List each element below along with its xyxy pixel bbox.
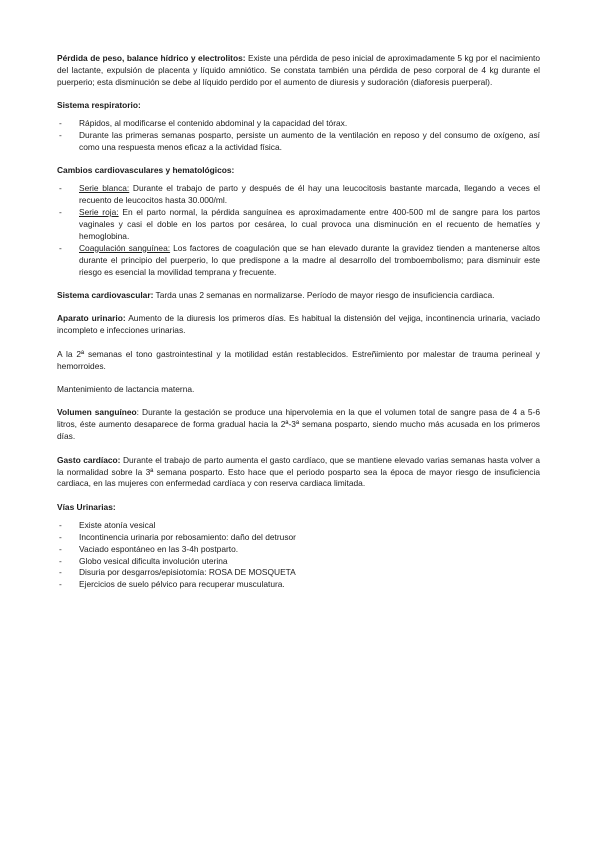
- list-vias-urinarias: [57, 520, 540, 591]
- bullet-dash: -: [59, 183, 62, 194]
- list-item: [57, 183, 540, 207]
- bullet-dash: -: [59, 567, 62, 578]
- bullet-dash: -: [59, 242, 62, 253]
- paragraph-lead: Aparato urinario:: [57, 313, 126, 324]
- list-item-text: Vaciado espontáneo en las 3-4h postparto.: [79, 543, 239, 554]
- heading-respiratorio: Sistema respiratorio:: [57, 100, 141, 111]
- list-item-label: Serie roja:: [79, 207, 119, 218]
- list-item: [57, 556, 540, 568]
- list-item: [57, 243, 540, 279]
- paragraph-text: Existe una pérdida de peso inicial de aproximadamente 5 kg por el nacimiento del lactante, expulsión de placenta y líquido amniótico. Se constata también una pérdida de peso corporal de 4 kg durante el puerperio; esta disminución se debe al líquido perdido por el aumento de diuresis y sudoración (diaforesis puerperal).: [57, 53, 540, 87]
- list-item: [57, 579, 540, 591]
- list-item-text: Los factores de coagulación que se han elevado durante la gravidez tienden a mantenerse altos durante el principio del puerperio, lo que predispone a la madre al desarrollo del tromboembolismo; para disminuir este riesgo es esencial la movilidad temprana y frecuente.: [79, 242, 540, 277]
- paragraph-text: Tarda unas 2 semanas en normalizarse. Período de mayor riesgo de insuficiencia cardiaca.: [153, 290, 495, 300]
- bullet-dash: -: [59, 118, 62, 129]
- heading-cardiovasculares: Cambios cardiovasculares y hematológicos:: [57, 165, 235, 176]
- list-item-text: Existe atonía vesical: [79, 519, 156, 530]
- bullet-dash: -: [59, 579, 62, 590]
- list-item-label: Coagulación sanguínea:: [79, 242, 171, 253]
- heading-vias-urinarias: Vías Urinarias:: [57, 501, 116, 512]
- bullet-dash: -: [59, 519, 62, 530]
- paragraph-gastro: A la 2ª semanas el tono gastrointestinal y la motilidad están restablecidos. Estreñimiento por malestar de trauma perineal y hemorroides.: [57, 348, 540, 371]
- paragraph-lead: Pérdida de peso, balance hídrico y electrolitos:: [57, 53, 246, 63]
- list-item: [57, 118, 540, 130]
- list-item: [57, 567, 540, 579]
- list-item-text: Rápidos, al modificarse el contenido abdominal y la capacidad del tórax.: [79, 118, 348, 129]
- bullet-dash: -: [59, 555, 62, 566]
- list-item: [57, 207, 540, 243]
- bullet-dash: -: [59, 543, 62, 554]
- list-item: [57, 544, 540, 556]
- paragraph-cardiovascular: [57, 290, 540, 302]
- bullet-dash: -: [59, 531, 62, 542]
- paragraph-peso: [57, 53, 540, 89]
- list-respiratorio: [57, 118, 540, 154]
- list-item-text: Incontinencia urinaria por rebosamiento: daño del detrusor: [79, 531, 296, 542]
- paragraph-lead: Sistema cardiovascular:: [57, 290, 154, 300]
- paragraph-text: Aumento de la diuresis los primeros días. Es habitual la distensión del vejiga, incontinencia urinaria, vaciado incompleto e infecciones urinarias.: [57, 313, 540, 336]
- list-item-text: Disuria por desgarros/episiotomía: ROSA DE MOSQUETA: [79, 567, 296, 578]
- list-item: [57, 532, 540, 544]
- list-cardiovasculares: [57, 183, 540, 278]
- list-item-text: Durante el trabajo de parto y después de él hay una leucocitosis bastante marcada, llegando a veces el recuento de leucocitos hasta 30.000/ml.: [79, 183, 540, 206]
- paragraph-urinario: [57, 313, 540, 337]
- paragraph-volumen: [57, 407, 540, 443]
- list-item: [57, 520, 540, 532]
- paragraph-text: Durante el trabajo de parto aumenta el gasto cardíaco, que se mantiene elevado varias semanas hasta volver a la normalidad sobre la 3ª semana posparto. Esto hace que el periodo posparto sea la época de mayor riesgo de insuficiencia cardiaca, en las mujeres con enfermedad cardíaca y con reserva cardiaca limitada.: [57, 454, 540, 489]
- paragraph-text: : Durante la gestación se produce una hipervolemia en la que el volumen total de sangre pasa de 4 a 5-6 litros, éste aumento desaparece de forma gradual hacia la 2ª-3ª semana posparto, siendo mucho más acusada en los primeros días.: [57, 407, 540, 442]
- paragraph-lead: Gasto cardíaco:: [57, 454, 121, 465]
- paragraph-lead: Volumen sanguíneo: [57, 407, 137, 418]
- list-item-text: Ejercicios de suelo pélvico para recuperar musculatura.: [79, 579, 285, 590]
- bullet-dash: -: [59, 130, 62, 141]
- list-item: [57, 130, 540, 154]
- list-item-text: Globo vesical dificulta involución uterina: [79, 555, 228, 566]
- list-item-text: Durante las primeras semanas posparto, persiste un aumento de la ventilación en reposo y del consumo de oxígeno, así como una respuesta menos eficaz a la actividad física.: [79, 130, 540, 152]
- bullet-dash: -: [59, 207, 62, 218]
- paragraph-gasto: [57, 455, 540, 491]
- list-item-text: En el parto normal, la pérdida sanguínea es aproximadamente entre 400-500 ml de sangre para los partos vaginales y casi el doble en los partos por cesárea, lo cual provoca una disminución en el recuento de hematíes y hemoglobina.: [79, 207, 541, 241]
- paragraph-lactancia: Mantenimiento de lactancia materna.: [57, 384, 195, 395]
- list-item-label: Serie blanca:: [79, 183, 130, 194]
